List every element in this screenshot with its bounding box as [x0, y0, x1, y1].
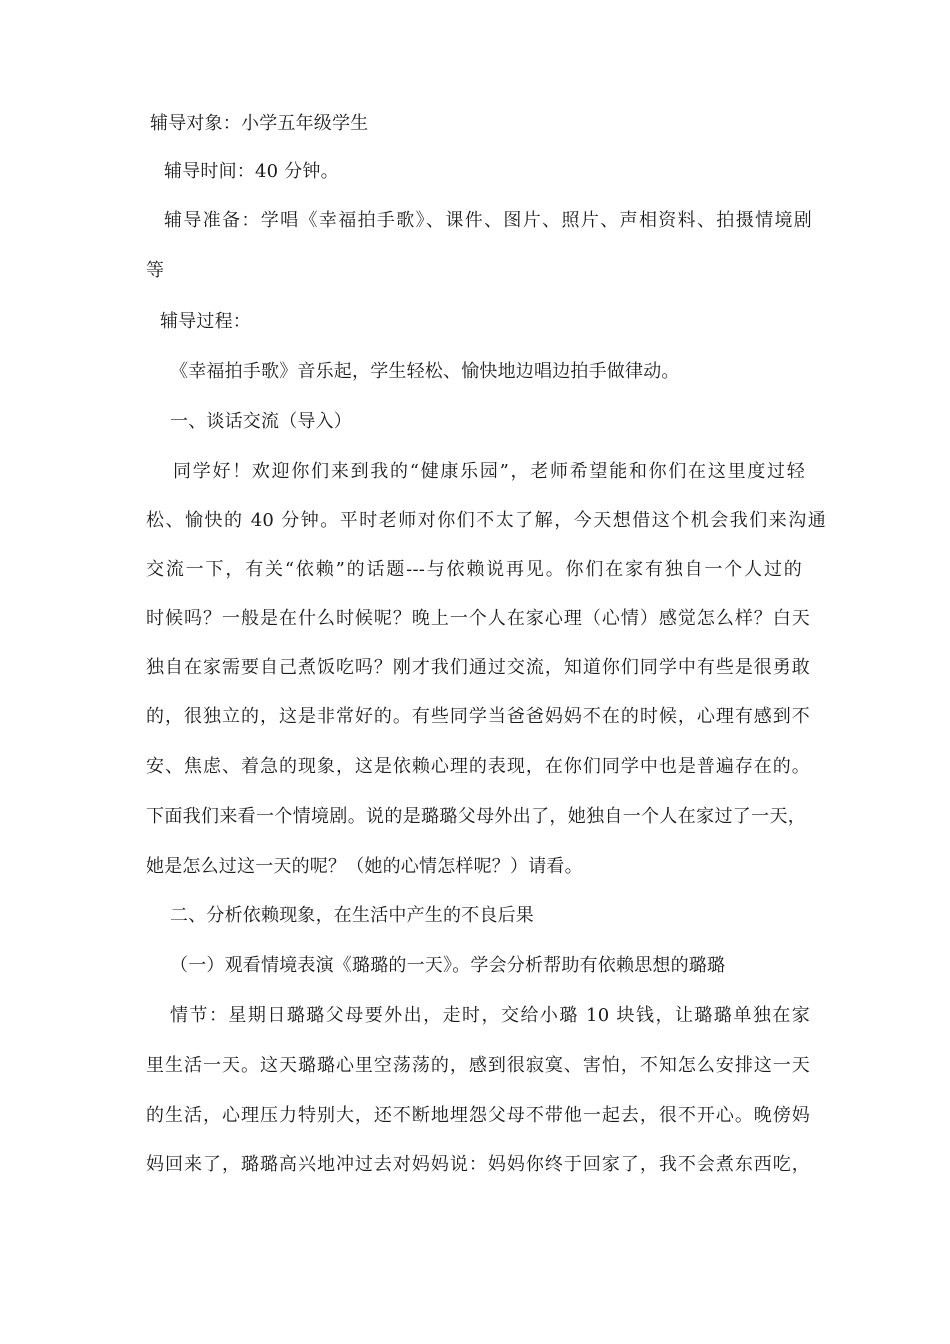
plot-paragraph-line: 情节：星期日璐璐父母要外出，走时，交给小璐 10 块钱，让璐璐单独在家 — [170, 1005, 810, 1026]
plot-paragraph-line: 的生活，心理压力特别大，还不断地埋怨父母不带他一起去，很不开心。晚傍妈 — [146, 1105, 810, 1126]
paragraph-line: 下面我们来看一个情境剧。说的是璐璐父母外出了，她独自一个人在家过了一天， — [146, 806, 806, 827]
paragraph-line: 她是怎么过这一天的呢？（她的心情怎样呢？）请看。 — [146, 856, 583, 877]
section-heading-1: 一、谈话交流（导入） — [170, 411, 352, 432]
paragraph-line: 交流一下，有关“依赖”的话题---与依赖说再见。你们在家有独自一个人过的 — [146, 559, 802, 580]
plot-paragraph-line: 妈回来了，璐璐高兴地冲过去对妈妈说：妈妈你终于回家了，我不会煮东西吃， — [146, 1154, 810, 1175]
paragraph-line: 安、焦虑、着急的现象，这是依赖心理的表现，在你们同学中也是普遍存在的。 — [146, 756, 810, 777]
counseling-time-line: 辅导时间：40 分钟。 — [164, 161, 339, 182]
paragraph-line: 同学好！欢迎你们来到我的“健康乐园”，老师希望能和你们在这里度过轻 — [173, 461, 805, 482]
counseling-preparation-line: 辅导准备：学唱《幸福拍手歌》、课件、图片、照片、声相资料、拍摄情境剧 — [164, 210, 812, 231]
counseling-process-heading: 辅导过程： — [160, 311, 251, 332]
paragraph-line: 松、愉快的 40 分钟。平时老师对你们不太了解，今天想借这个机会我们来沟通 — [146, 510, 826, 531]
plot-paragraph-line: 里生活一天。这天璐璐心里空荡荡的，感到很寂寞、害怕，不知怎么安排这一天 — [146, 1055, 810, 1076]
paragraph-line: 时候吗？一般是在什么时候呢？晚上一个人在家心理（心情）感觉怎么样？白天 — [146, 608, 810, 629]
paragraph-line: 独自在家需要自己煮饭吃吗？刚才我们通过交流，知道你们同学中有些是很勇敢 — [146, 657, 810, 678]
paragraph-song-opening: 《幸福拍手歌》音乐起，学生轻松、愉快地边唱边拍手做律动。 — [170, 361, 680, 382]
counseling-target-line: 辅导对象：小学五年级学生 — [150, 113, 369, 134]
counseling-preparation-continued: 等 — [146, 260, 165, 281]
subsection-heading-1: （一）观看情境表演《璐璐的一天》。学会分析帮助有依赖思想的璐璐 — [170, 955, 726, 976]
paragraph-line: 的，很独立的，这是非常好的。有些同学当爸爸妈妈不在的时候，心理有感到不 — [146, 706, 810, 727]
section-heading-2: 二、分析依赖现象，在生活中产生的不良后果 — [170, 905, 534, 926]
